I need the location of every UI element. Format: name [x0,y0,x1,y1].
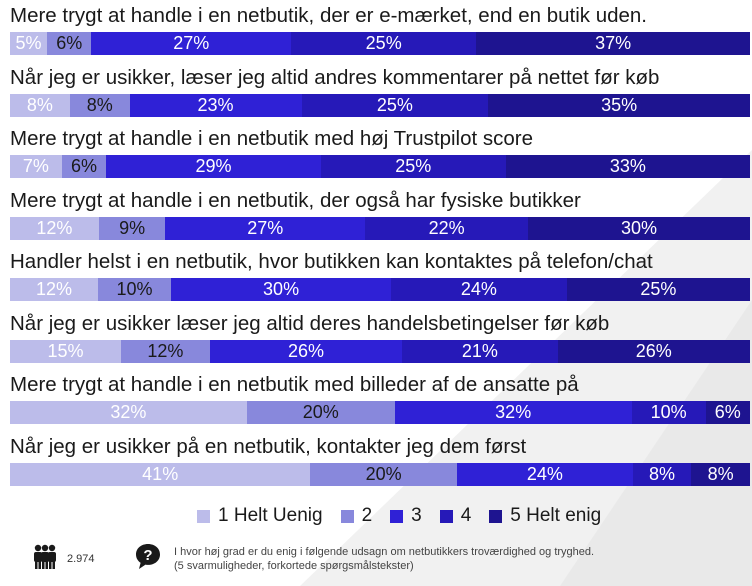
footnote-line-1: I hvor høj grad er du enig i følgende udsagn om netbutikkers troværdighed og tryghed. [174,546,595,558]
bar-segment [10,340,121,363]
data-label: 30% [620,217,657,238]
data-label: 25% [395,156,432,176]
legend-item [390,505,422,527]
bar-segment [632,401,706,424]
data-label: 8% [86,94,113,115]
stacked-bar [10,155,750,178]
people-icon [30,544,60,570]
bar-segment [91,32,291,55]
legend-label: 5 Helt enig [510,505,602,526]
chart-row [0,127,752,181]
chart-row [0,189,752,243]
legend-swatch [489,510,502,523]
bar-segment [506,155,750,178]
bar-segment [302,94,489,117]
bar-segment [98,278,171,301]
bar-segment [106,155,321,178]
bar-segment [10,401,247,424]
data-label: 27% [173,33,210,53]
footnote [174,545,594,573]
stacked-bar [10,32,750,55]
data-label: 20% [365,463,402,484]
bar-segment [488,94,750,117]
category-label: Når jeg er usikker på en netbutik, kontakter jeg dem først [10,434,527,458]
data-label: 35% [601,94,638,115]
svg-text:?: ? [143,547,153,564]
legend-item [489,505,601,527]
data-label: 21% [461,340,498,361]
respondent-count: 2.974 [67,553,95,565]
data-label: 8% [26,94,53,115]
data-label: 32% [110,402,147,422]
bar-segment [10,32,47,55]
bar-segment [10,278,98,301]
legend [197,505,601,527]
chart-row [0,66,752,120]
data-label: 37% [595,33,632,53]
data-label: 10% [650,402,687,422]
bar-segment [171,278,391,301]
data-label: 32% [495,402,532,422]
data-label: 12% [147,340,184,361]
bar-segment [691,463,750,486]
category-label: Mere trygt at handle i en netbutik med billeder af de ansatte på [10,373,579,396]
data-label: 24% [460,279,497,299]
data-label: 6% [714,402,741,422]
bar-segment [567,278,750,301]
bar-segment [121,340,210,363]
data-label: 27% [247,217,284,238]
chart-row [0,4,752,58]
data-label: 12% [36,217,73,238]
data-label: 6% [56,33,83,53]
data-label: 6% [70,156,97,176]
data-label: 26% [635,340,672,361]
data-label: 25% [640,279,677,299]
bar-segment [99,217,166,240]
bar-segment [402,340,557,363]
data-label: 5% [15,33,42,53]
legend-item [440,505,472,527]
bar-segment [457,463,633,486]
bar-segment [10,217,99,240]
stacked-bar [10,278,750,301]
legend-item [341,505,373,527]
data-label: 25% [365,33,402,53]
bar-segment [633,463,692,486]
bar-segment [558,340,750,363]
bar-segment [165,217,365,240]
category-label: Når jeg er usikker læser jeg altid deres handelsbetingelser før køb [10,311,610,335]
bar-segment [47,32,91,55]
legend-label: 4 [460,505,472,526]
bar-segment [321,155,506,178]
bar-segment [210,340,402,363]
chart-row [0,250,752,304]
data-label: 12% [35,279,72,299]
category-label: Handler helst i en netbutik, hvor butikken kan kontaktes på telefon/chat [10,250,653,273]
question-mark-icon [134,542,162,572]
data-label: 29% [195,156,232,176]
legend-label: 2 [361,505,373,526]
chart-row [0,312,752,366]
legend-label: 3 [411,505,422,526]
data-label: 8% [649,463,676,484]
data-label: 7% [22,156,49,176]
bar-segment [70,94,130,117]
bar-segment [391,278,567,301]
bar-segment [706,401,750,424]
chart-row [0,435,752,489]
legend-swatch [197,510,210,523]
category-label: Mere trygt at handle i en netbutik, der også har fysiske butikker [10,188,581,212]
stacked-bar [10,463,750,486]
bar-segment [310,463,457,486]
bar-segment [10,463,310,486]
category-label: Mere trygt at handle i en netbutik, der er e-mærket, end en butik uden. [10,4,647,27]
data-label: 30% [263,279,300,299]
data-label: 22% [428,217,465,238]
data-label: 20% [302,402,339,422]
legend-swatch [341,510,354,523]
stacked-bar [10,340,750,363]
legend-swatch [390,510,403,523]
bar-segment [395,401,632,424]
data-label: 9% [119,217,146,238]
bar-segment [291,32,476,55]
data-label: 33% [609,156,646,176]
data-label: 10% [116,279,153,299]
bar-segment [247,401,395,424]
bar-segment [62,155,106,178]
data-label: 26% [287,340,324,361]
stacked-bar [10,401,750,424]
data-label: 8% [707,463,734,484]
bar-segment [10,155,62,178]
footnote-line-2: (5 svarmuligheder, forkortede spørgsmålstekster) [174,560,414,572]
data-label: 25% [376,94,413,115]
data-label: 41% [142,463,179,484]
bar-segment [476,32,750,55]
legend-item [197,505,323,527]
stacked-bar [10,217,750,240]
category-label: Når jeg er usikker, læser jeg altid andres kommentarer på nettet før køb [10,65,660,89]
bar-segment [365,217,528,240]
category-label: Mere trygt at handle i en netbutik med høj Trustpilot score [10,127,534,150]
bar-segment [528,217,750,240]
data-label: 23% [197,94,234,115]
chart-row [0,373,752,427]
bar-segment [10,94,70,117]
legend-swatch [440,510,453,523]
stacked-bar [10,94,750,117]
data-label: 24% [526,463,563,484]
legend-label: 1 Helt Uenig [218,505,323,526]
bar-segment [130,94,302,117]
data-label: 15% [47,340,84,361]
